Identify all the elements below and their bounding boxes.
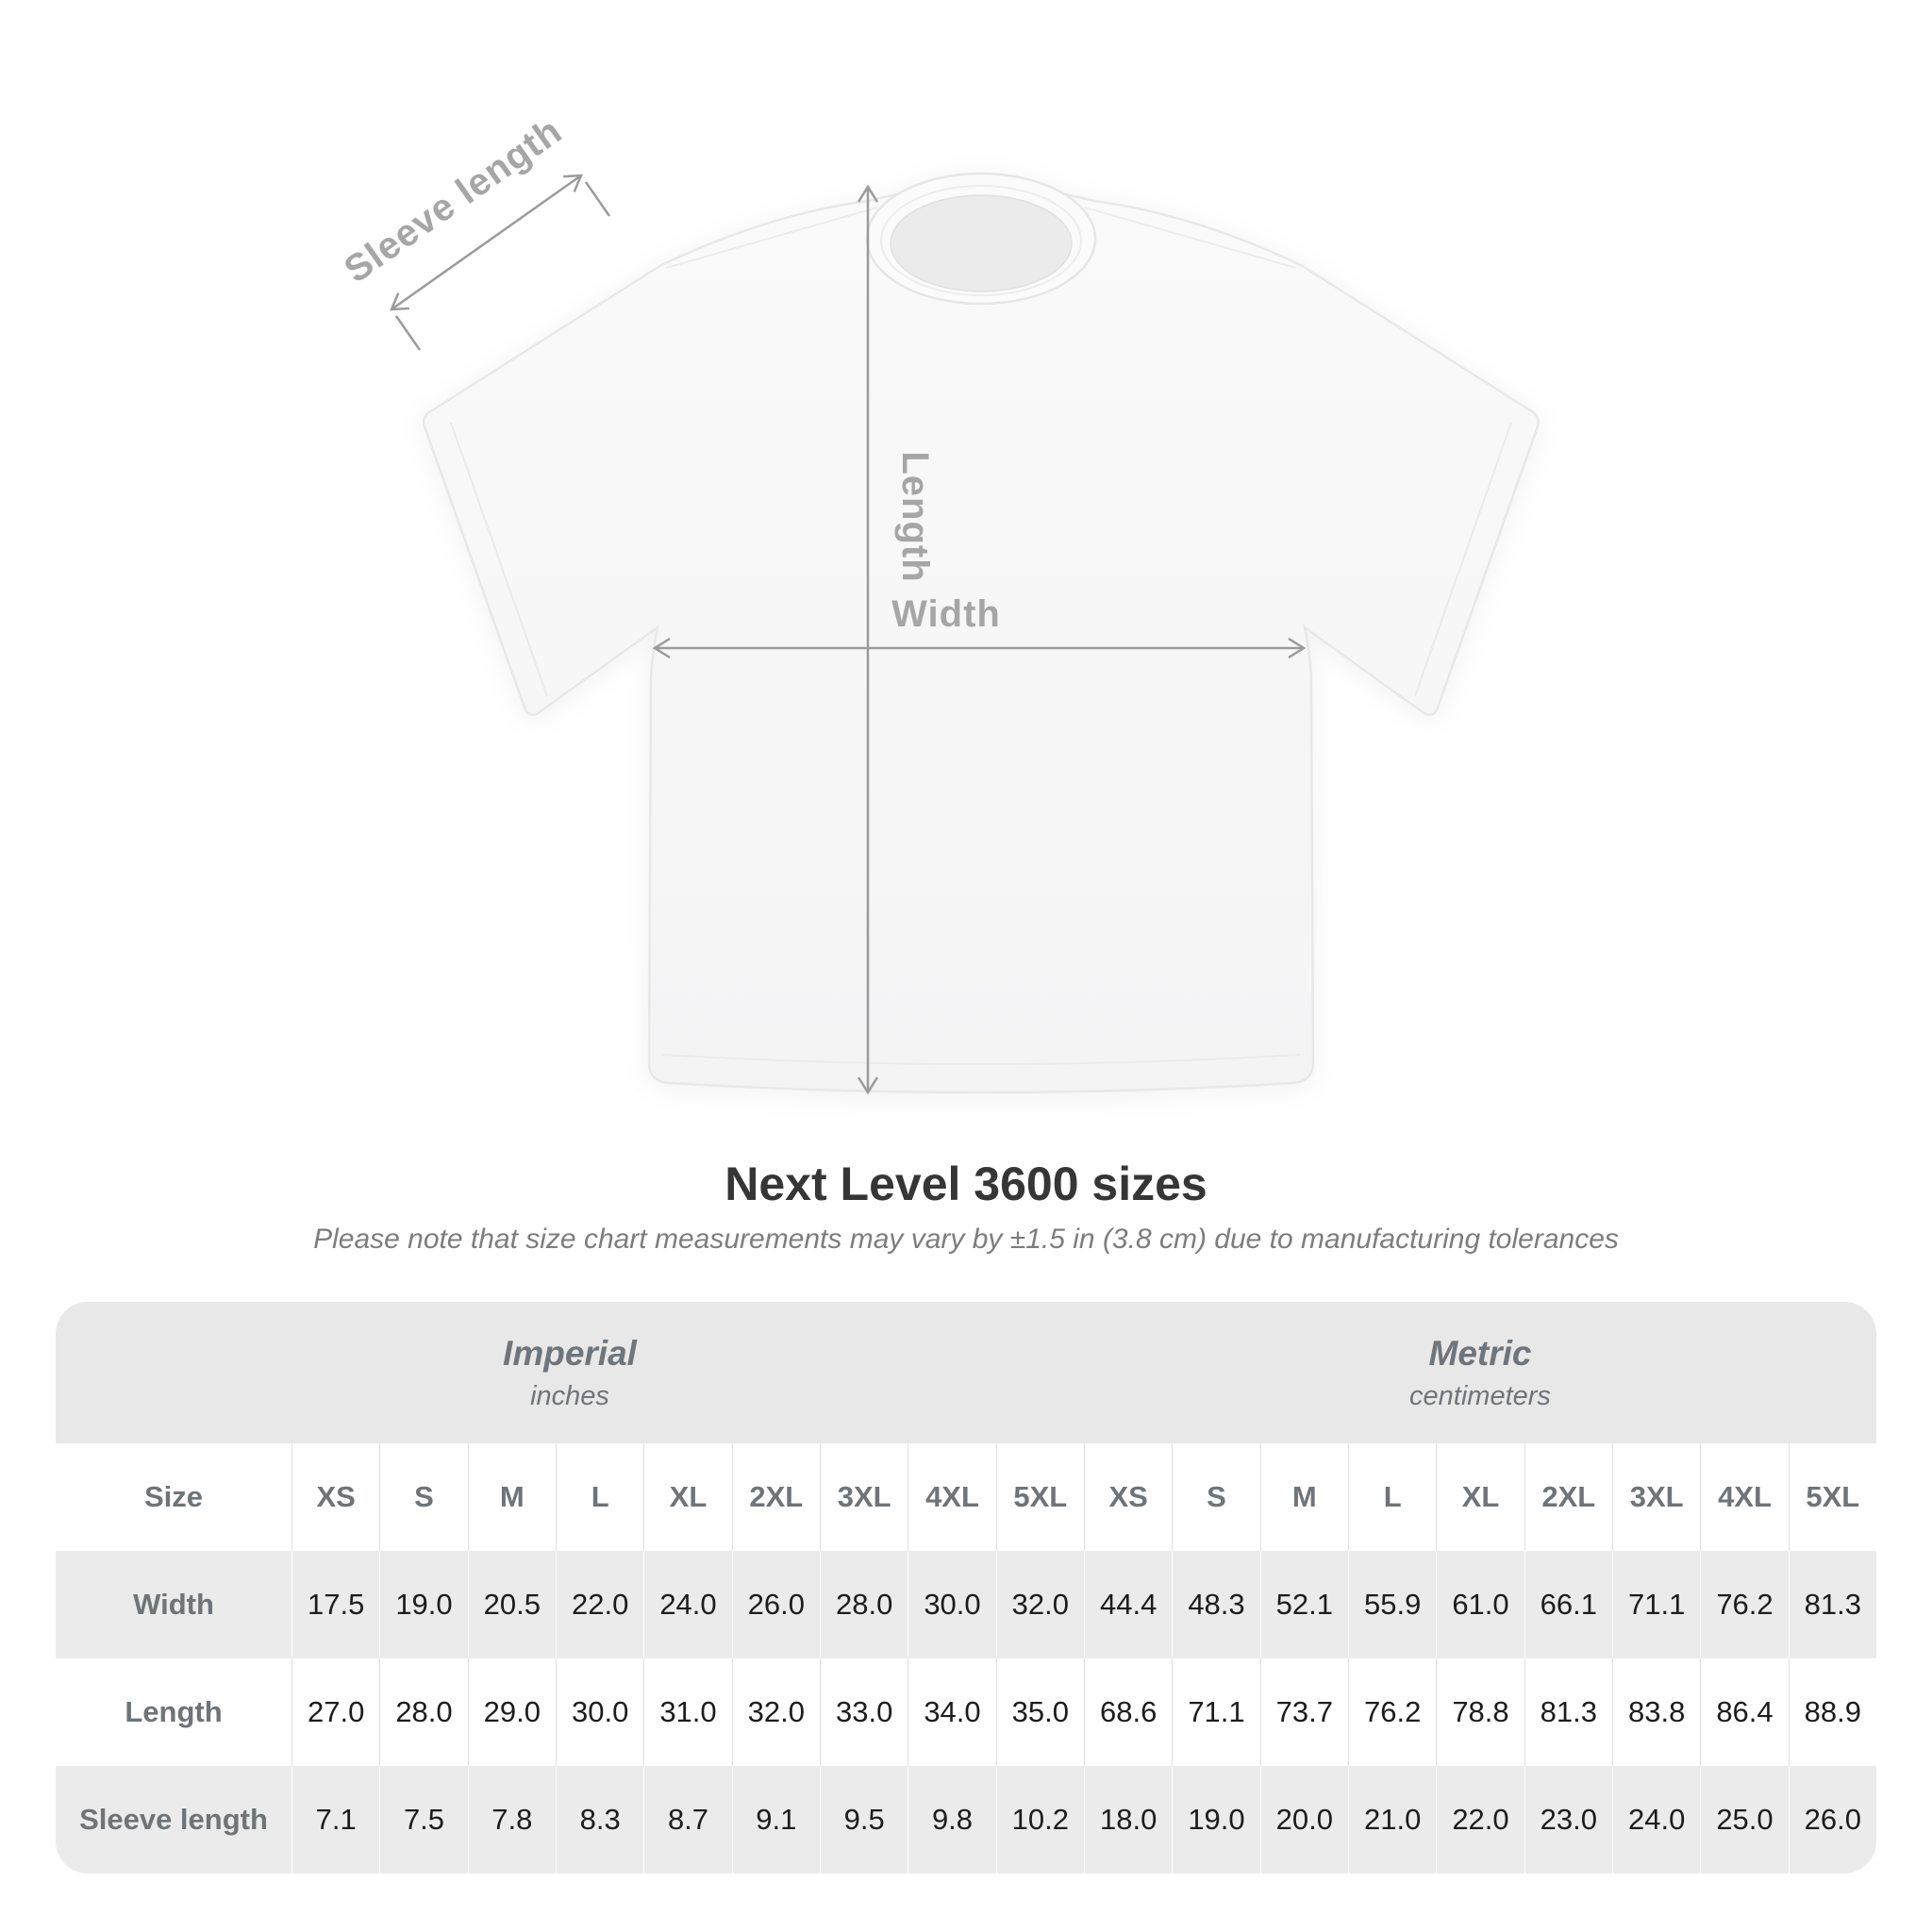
width-in-xl: 24.0 [643, 1551, 731, 1658]
length-in-5xl: 35.0 [996, 1658, 1084, 1766]
width-in-l: 22.0 [556, 1551, 643, 1658]
sleeve-cm-xl: 22.0 [1436, 1766, 1524, 1874]
width-in-3xl: 28.0 [820, 1551, 908, 1658]
size-header-metric-5xl: 5XL [1789, 1443, 1876, 1551]
size-header-imperial-2xl: 2XL [732, 1443, 820, 1551]
sleeve-cm-3xl: 24.0 [1612, 1766, 1700, 1874]
width-cm-4xl: 76.2 [1700, 1551, 1788, 1658]
size-header-metric-2xl: 2XL [1524, 1443, 1612, 1551]
size-header-metric-m: M [1260, 1443, 1348, 1551]
width-cm-l: 55.9 [1348, 1551, 1436, 1658]
length-in-3xl: 33.0 [820, 1658, 908, 1766]
sleeve-cm-4xl: 25.0 [1700, 1766, 1788, 1874]
size-header-imperial-4xl: 4XL [908, 1443, 995, 1551]
size-header-metric-4xl: 4XL [1700, 1443, 1788, 1551]
sleeve-cm-2xl: 23.0 [1524, 1766, 1612, 1874]
size-header-imperial-xs: XS [291, 1443, 379, 1551]
length-in-4xl: 34.0 [908, 1658, 995, 1766]
size-header-imperial-l: L [556, 1443, 643, 1551]
row-label-length: Length [125, 1695, 223, 1728]
sleeve-cm-5xl: 26.0 [1789, 1766, 1876, 1874]
width-in-xs: 17.5 [291, 1551, 379, 1658]
sleeve-cm-xs: 18.0 [1084, 1766, 1172, 1874]
sleeve-cm-l: 21.0 [1348, 1766, 1436, 1874]
size-header-imperial-3xl: 3XL [820, 1443, 908, 1551]
length-cm-s: 71.1 [1172, 1658, 1259, 1766]
width-in-4xl: 30.0 [908, 1551, 995, 1658]
length-in-2xl: 32.0 [732, 1658, 820, 1766]
sleeve-in-l: 8.3 [556, 1766, 643, 1874]
width-in-5xl: 32.0 [996, 1551, 1084, 1658]
tolerance-note: Please note that size chart measurements may vary by ±1.5 in (3.8 cm) due to manufacturing tolerances [313, 1224, 1619, 1255]
length-cm-5xl: 88.9 [1789, 1658, 1876, 1766]
size-header-imperial-xl: XL [643, 1443, 731, 1551]
size-column-label: Size [143, 1480, 204, 1513]
length-cm-4xl: 86.4 [1700, 1658, 1788, 1766]
row-label-sleeve-length: Sleeve length [79, 1803, 268, 1836]
sleeve-in-xl: 8.7 [643, 1766, 731, 1874]
page-title: Next Level 3600 sizes [724, 1158, 1208, 1210]
width-cm-xs: 44.4 [1084, 1551, 1172, 1658]
sleeve-in-4xl: 9.8 [908, 1766, 995, 1874]
width-row [56, 1551, 1876, 1658]
width-in-2xl: 26.0 [732, 1551, 820, 1658]
size-header-row [56, 1443, 1876, 1551]
width-in-m: 20.5 [468, 1551, 556, 1658]
tshirt-body [424, 187, 1539, 1093]
size-header-metric-xl: XL [1436, 1443, 1524, 1551]
size-header-imperial-5xl: 5XL [996, 1443, 1084, 1551]
neck-opening [891, 195, 1072, 291]
width-cm-3xl: 71.1 [1612, 1551, 1700, 1658]
sleeve-length-row [56, 1766, 1876, 1874]
sleeve-in-2xl: 9.1 [732, 1766, 820, 1874]
sleeve-in-m: 7.8 [468, 1766, 556, 1874]
length-cm-m: 73.7 [1260, 1658, 1348, 1766]
metric-unit: centimeters [1409, 1380, 1551, 1411]
length-cm-xl: 78.8 [1436, 1658, 1524, 1766]
length-in-xl: 31.0 [643, 1658, 731, 1766]
size-header-metric-s: S [1172, 1443, 1259, 1551]
width-cm-5xl: 81.3 [1789, 1551, 1876, 1658]
imperial-heading: Imperial [503, 1333, 637, 1373]
length-in-l: 30.0 [556, 1658, 643, 1766]
sleeve-cm-m: 20.0 [1260, 1766, 1348, 1874]
size-header-imperial-s: S [379, 1443, 467, 1551]
size-chart-table [56, 1302, 1876, 1874]
imperial-unit: inches [530, 1380, 609, 1411]
sleeve-in-3xl: 9.5 [820, 1766, 908, 1874]
size-header-metric-xs: XS [1084, 1443, 1172, 1551]
title-block [0, 1158, 1932, 1256]
length-in-s: 28.0 [379, 1658, 467, 1766]
width-cm-s: 48.3 [1172, 1551, 1259, 1658]
sleeve-in-5xl: 10.2 [996, 1766, 1084, 1874]
sleeve-cm-s: 19.0 [1172, 1766, 1259, 1874]
sleeve-in-s: 7.5 [379, 1766, 467, 1874]
metric-heading: Metric [1428, 1333, 1532, 1373]
size-header-metric-3xl: 3XL [1612, 1443, 1700, 1551]
length-in-xs: 27.0 [291, 1658, 379, 1766]
width-cm-2xl: 66.1 [1524, 1551, 1612, 1658]
length-in-m: 29.0 [468, 1658, 556, 1766]
sleeve-in-xs: 7.1 [291, 1766, 379, 1874]
width-label: Width [891, 593, 1001, 635]
width-cm-xl: 61.0 [1436, 1551, 1524, 1658]
length-row [56, 1658, 1876, 1766]
length-cm-2xl: 81.3 [1524, 1658, 1612, 1766]
width-in-s: 19.0 [379, 1551, 467, 1658]
imperial-unit-group [56, 1302, 1084, 1443]
length-cm-xs: 68.6 [1084, 1658, 1172, 1766]
sleeve-length-label: Sleeve length [337, 109, 570, 291]
row-label-width: Width [133, 1588, 214, 1621]
sleeve-arrow-tick-top [586, 182, 609, 216]
units-band [56, 1302, 1876, 1443]
width-cm-m: 52.1 [1260, 1551, 1348, 1658]
length-cm-3xl: 83.8 [1612, 1658, 1700, 1766]
size-header-imperial-m: M [468, 1443, 556, 1551]
size-header-metric-l: L [1348, 1443, 1436, 1551]
length-label: Length [894, 451, 936, 583]
metric-unit-group [1084, 1302, 1876, 1443]
sleeve-arrow-tick-bottom [396, 316, 420, 350]
length-cm-l: 76.2 [1348, 1658, 1436, 1766]
